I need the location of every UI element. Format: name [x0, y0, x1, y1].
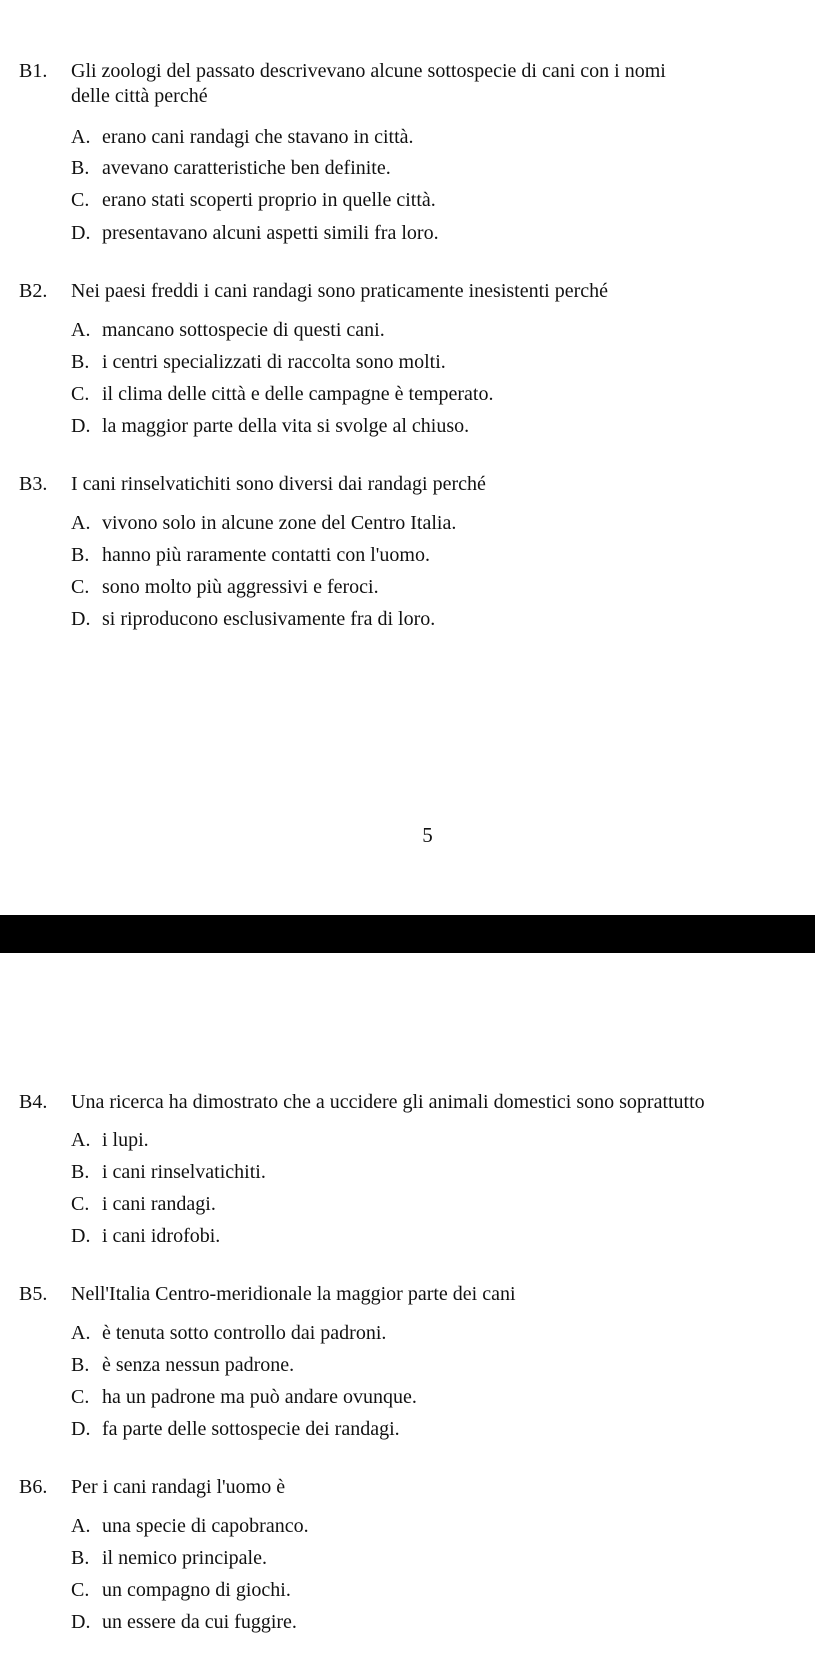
question-text: Nei paesi freddi i cani randagi sono praticamente inesistenti perché: [71, 280, 609, 302]
question-number: B1.: [19, 60, 48, 82]
option-text: il nemico principale.: [102, 1547, 267, 1569]
option-d[interactable]: [71, 414, 469, 438]
option-text: un compagno di giochi.: [102, 1579, 291, 1601]
option-b[interactable]: [71, 156, 391, 180]
option-d[interactable]: [71, 221, 439, 245]
question-stem: [19, 279, 608, 303]
option-letter: C.: [71, 383, 90, 405]
option-c[interactable]: [71, 188, 436, 212]
option-d[interactable]: [71, 1610, 297, 1634]
option-text: i lupi.: [102, 1129, 149, 1151]
option-letter: B.: [71, 157, 90, 179]
option-letter: A.: [71, 1322, 91, 1344]
question-number: B5.: [19, 1283, 48, 1305]
option-text: i cani idrofobi.: [102, 1225, 221, 1247]
option-text: il clima delle città e delle campagne è temperato.: [102, 383, 494, 405]
option-b[interactable]: [71, 543, 430, 567]
question-number: B2.: [19, 280, 48, 302]
option-c[interactable]: [71, 1385, 417, 1409]
option-text: la maggior parte della vita si svolge al chiuso.: [102, 415, 470, 437]
option-d[interactable]: [71, 1224, 220, 1248]
option-d[interactable]: [71, 1417, 400, 1441]
option-letter: B.: [71, 351, 90, 373]
option-a[interactable]: [71, 1514, 309, 1538]
question-text: Per i cani randagi l'uomo è: [71, 1476, 286, 1498]
option-c[interactable]: [71, 1578, 291, 1602]
option-a[interactable]: [71, 318, 385, 342]
option-letter: D.: [71, 1611, 91, 1633]
option-a[interactable]: [71, 125, 414, 149]
option-text: erano stati scoperti proprio in quelle città.: [102, 189, 436, 211]
option-text: hanno più raramente contatti con l'uomo.: [102, 544, 430, 566]
option-text: vivono solo in alcune zone del Centro Italia.: [102, 512, 457, 534]
option-letter: C.: [71, 1386, 90, 1408]
option-b[interactable]: [71, 1546, 267, 1570]
option-letter: C.: [71, 576, 90, 598]
option-c[interactable]: [71, 1192, 216, 1216]
option-b[interactable]: [71, 1160, 266, 1184]
option-letter: A.: [71, 1515, 91, 1537]
option-text: mancano sottospecie di questi cani.: [102, 319, 385, 341]
option-letter: D.: [71, 1418, 91, 1440]
option-letter: D.: [71, 1225, 91, 1247]
option-letter: C.: [71, 189, 90, 211]
option-letter: B.: [71, 1547, 90, 1569]
option-a[interactable]: [71, 1128, 149, 1152]
option-a[interactable]: [71, 1321, 386, 1345]
option-letter: C.: [71, 1579, 90, 1601]
option-letter: D.: [71, 415, 91, 437]
option-text: i cani randagi.: [102, 1193, 216, 1215]
question-text: Gli zoologi del passato descrivevano alcune sottospecie di cani con i nomi: [71, 60, 666, 82]
option-letter: C.: [71, 1193, 90, 1215]
page-separator-bar: [0, 915, 815, 953]
option-text: i cani rinselvatichiti.: [102, 1161, 266, 1183]
question-number: B6.: [19, 1476, 48, 1498]
question-stem: [19, 1475, 285, 1499]
option-letter: A.: [71, 512, 91, 534]
question-text: Una ricerca ha dimostrato che a uccidere gli animali domestici sono soprattutto: [71, 1091, 705, 1113]
option-letter: B.: [71, 544, 90, 566]
option-text: una specie di capobranco.: [102, 1515, 309, 1537]
option-letter: A.: [71, 1129, 91, 1151]
option-letter: B.: [71, 1161, 90, 1183]
question-text-continued: delle città perché: [71, 85, 208, 107]
option-c[interactable]: [71, 575, 379, 599]
option-text: avevano caratteristiche ben definite.: [102, 157, 391, 179]
question-stem: [19, 1282, 516, 1306]
option-letter: D.: [71, 222, 91, 244]
option-b[interactable]: [71, 1353, 294, 1377]
option-text: è tenuta sotto controllo dai padroni.: [102, 1322, 387, 1344]
question-stem: [19, 472, 486, 496]
option-text: un essere da cui fuggire.: [102, 1611, 297, 1633]
option-text: presentavano alcuni aspetti simili fra loro.: [102, 222, 439, 244]
question-number: B3.: [19, 473, 48, 495]
option-a[interactable]: [71, 511, 456, 535]
option-letter: D.: [71, 608, 91, 630]
option-d[interactable]: [71, 607, 435, 631]
page-number: 5: [422, 823, 433, 847]
option-c[interactable]: [71, 382, 493, 406]
question-text: Nell'Italia Centro-meridionale la maggior parte dei cani: [71, 1283, 516, 1305]
question-stem: [19, 59, 666, 83]
option-text: fa parte delle sottospecie dei randagi.: [102, 1418, 400, 1440]
option-text: i centri specializzati di raccolta sono molti.: [102, 351, 446, 373]
option-text: erano cani randagi che stavano in città.: [102, 126, 414, 148]
option-text: ha un padrone ma può andare ovunque.: [102, 1386, 417, 1408]
option-letter: A.: [71, 126, 91, 148]
option-text: si riproducono esclusivamente fra di loro.: [102, 608, 436, 630]
question-number: B4.: [19, 1091, 48, 1113]
option-letter: A.: [71, 319, 91, 341]
option-b[interactable]: [71, 350, 446, 374]
question-stem: [19, 1090, 705, 1114]
option-text: sono molto più aggressivi e feroci.: [102, 576, 379, 598]
option-letter: B.: [71, 1354, 90, 1376]
question-text: I cani rinselvatichiti sono diversi dai randagi perché: [71, 473, 486, 495]
option-text: è senza nessun padrone.: [102, 1354, 295, 1376]
